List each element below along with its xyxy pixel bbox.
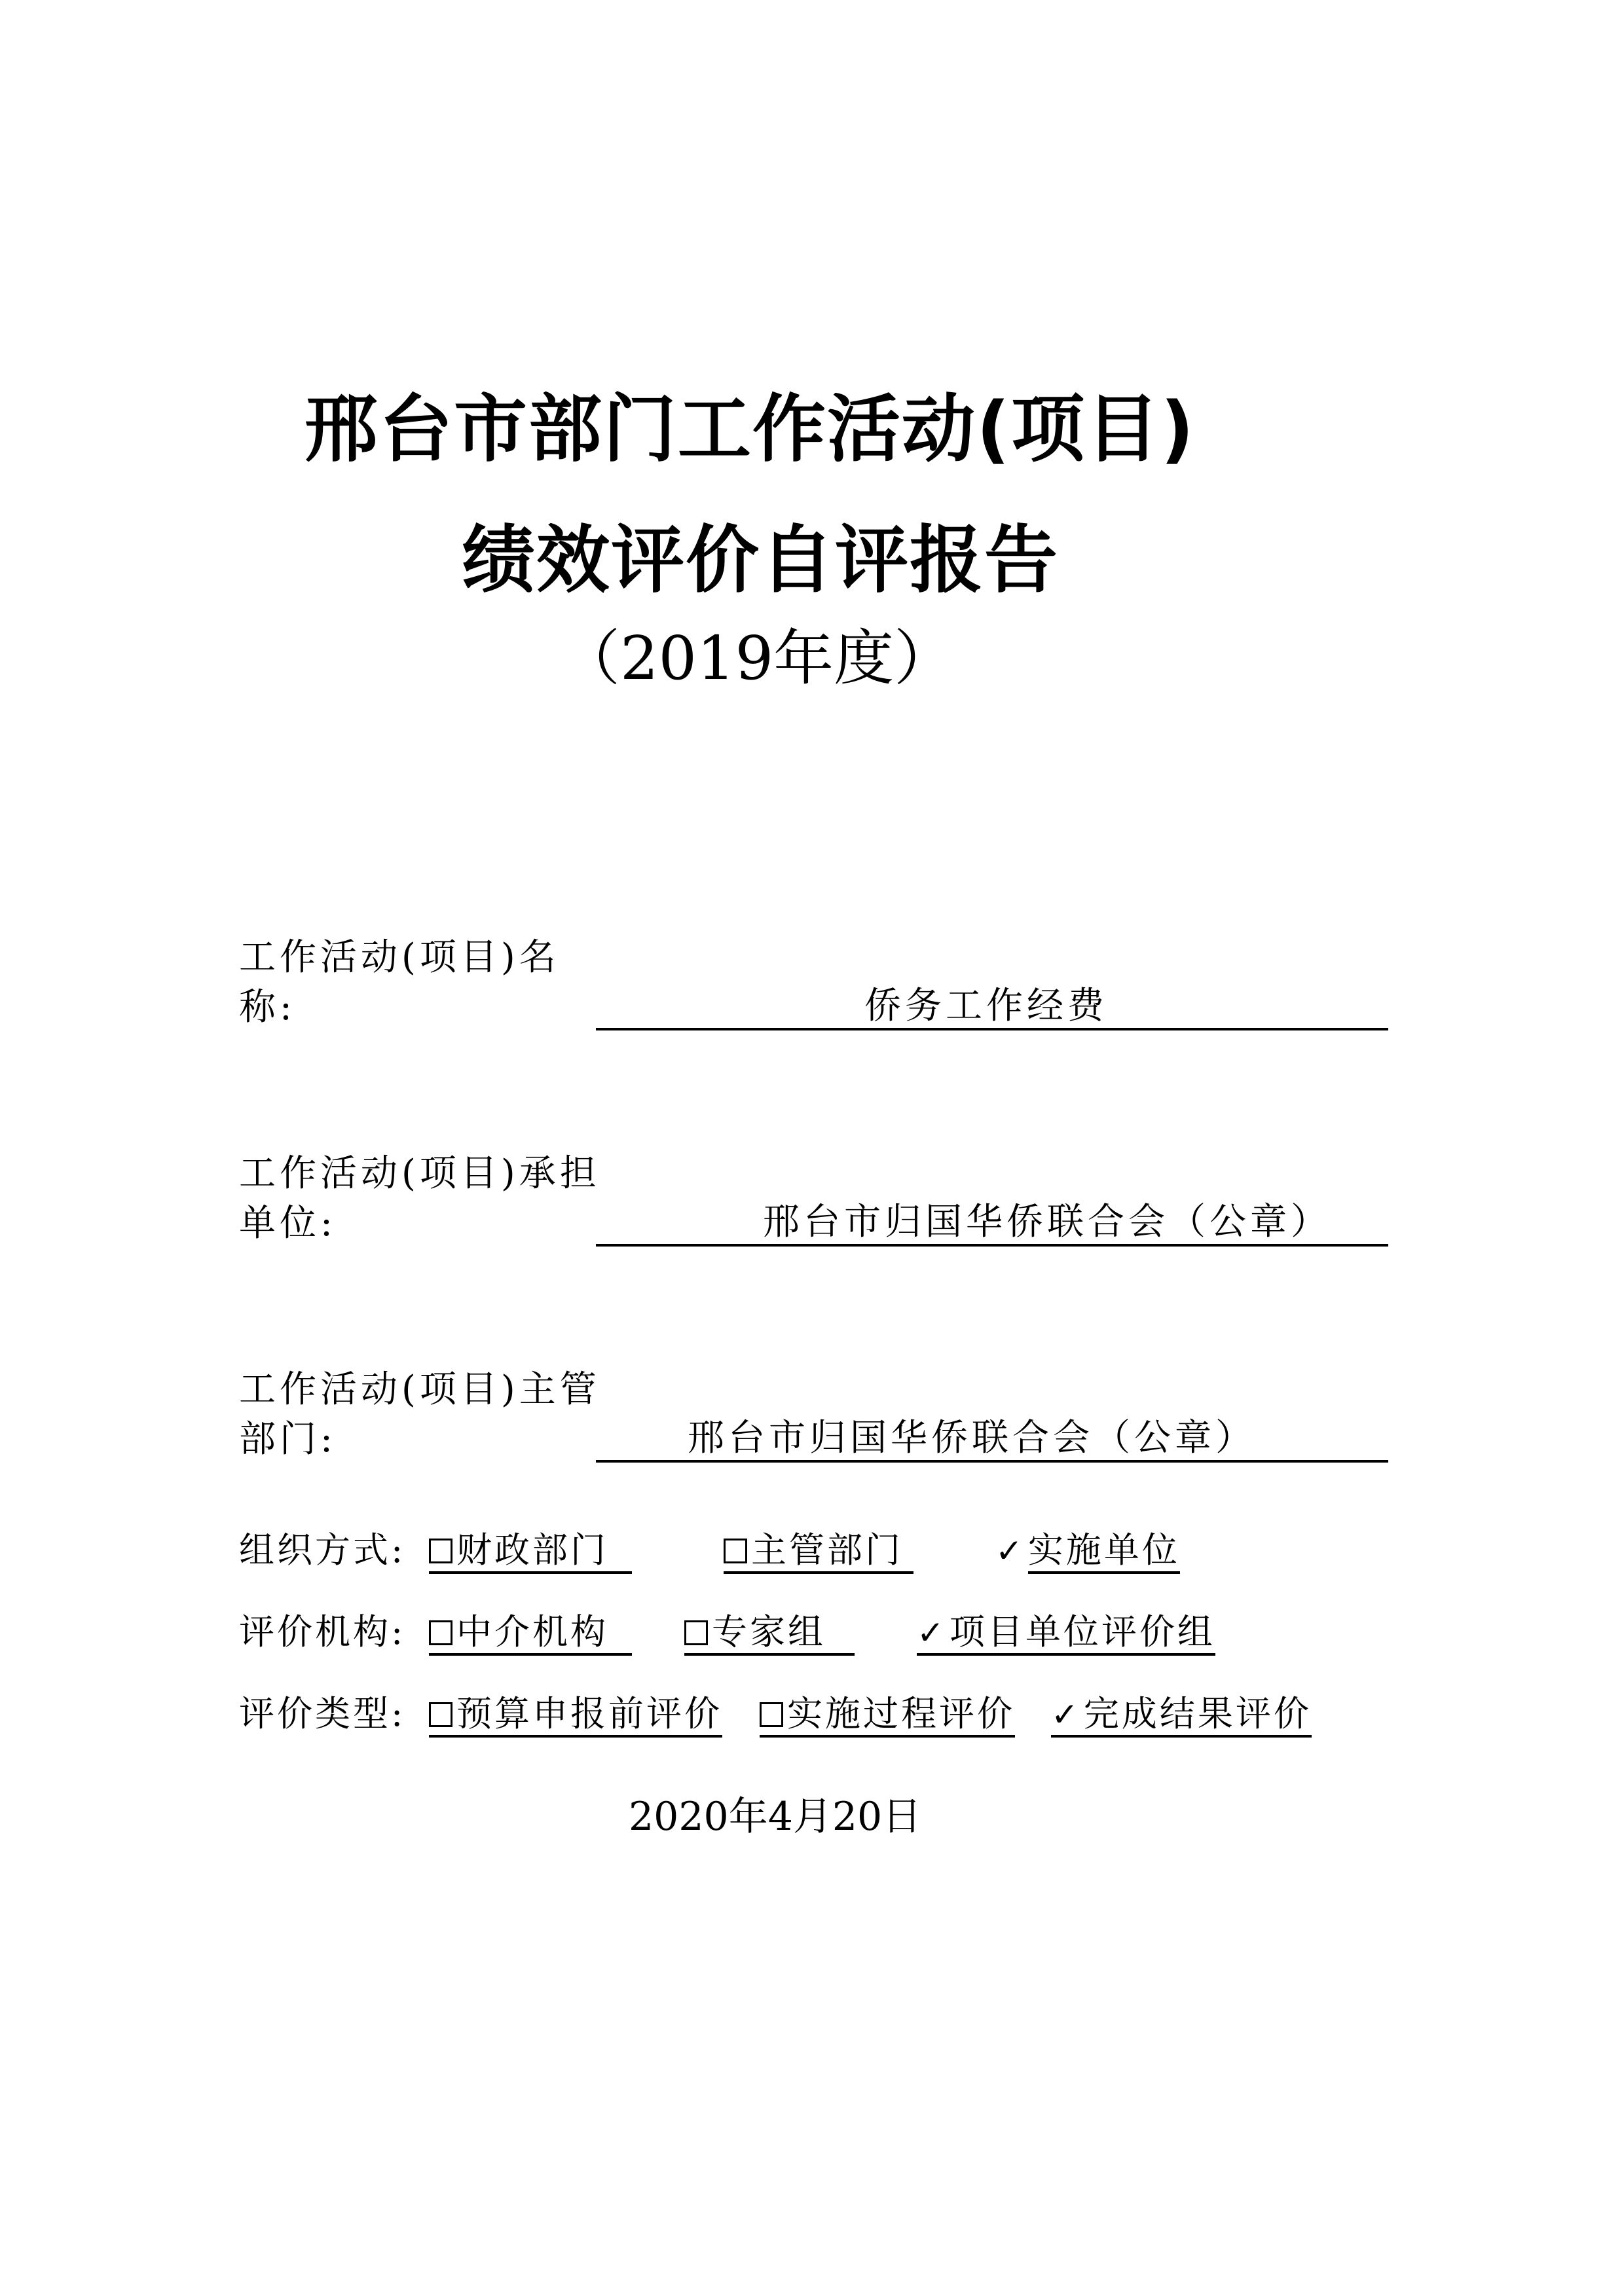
checkbox-empty-icon (429, 1539, 452, 1563)
check-mark-icon: ✓ (995, 1532, 1025, 1570)
project-name-label: 工作活动(项目)名称: (239, 936, 560, 1029)
report-date: 2020年4月20日 (629, 1794, 922, 1840)
option-text: 中介机构 (456, 1611, 608, 1652)
organization-option-implementing (995, 1525, 1180, 1571)
option-text: 财政部门 (456, 1529, 608, 1571)
option-text: 实施单位 (1028, 1525, 1180, 1574)
checkbox-empty-icon (760, 1702, 783, 1727)
type-option-pre-budget (429, 1689, 722, 1738)
type-option-process (760, 1689, 1015, 1738)
checkbox-empty-icon (429, 1620, 452, 1645)
option-text: 实施过程评价 (787, 1693, 1015, 1734)
checkbox-empty-icon (429, 1702, 452, 1727)
checkbox-empty-icon (724, 1539, 747, 1563)
agency-option-experts (684, 1607, 855, 1656)
checkbox-empty-icon (684, 1620, 708, 1645)
competent-dept-label: 工作活动(项目)主管部门: (239, 1368, 600, 1461)
competent-dept-value: 邢台市归国华侨联合会（公章） (596, 1414, 1388, 1463)
agency-option-project-unit (917, 1607, 1215, 1656)
option-text: 专家组 (712, 1611, 826, 1652)
option-text: 主管部门 (751, 1529, 903, 1571)
organization-label: 组织方式: (239, 1529, 406, 1571)
option-text: 项目单位评价组 (949, 1611, 1215, 1652)
report-title-line2: 绩效评价自评报告 (462, 518, 1059, 603)
undertaking-unit-label: 工作活动(项目)承担单位: (239, 1152, 600, 1245)
report-title-line1: 邢台市部门工作活动(项目) (304, 387, 1196, 472)
organization-option-finance (429, 1525, 632, 1574)
evaluation-type-label: 评价类型: (239, 1693, 406, 1734)
project-name-value: 侨务工作经费 (596, 982, 1388, 1030)
option-text: 预算申报前评价 (456, 1693, 722, 1734)
organization-option-competent (724, 1525, 913, 1574)
undertaking-unit-value: 邢台市归国华侨联合会（公章） (596, 1198, 1388, 1247)
option-text: 完成结果评价 (1083, 1693, 1312, 1734)
report-year: （2019年度） (560, 623, 955, 693)
agency-label: 评价机构: (239, 1611, 406, 1652)
agency-option-intermediary (429, 1607, 632, 1656)
type-option-result (1051, 1689, 1312, 1738)
check-mark-icon: ✓ (1051, 1696, 1081, 1734)
check-mark-icon: ✓ (917, 1614, 947, 1652)
